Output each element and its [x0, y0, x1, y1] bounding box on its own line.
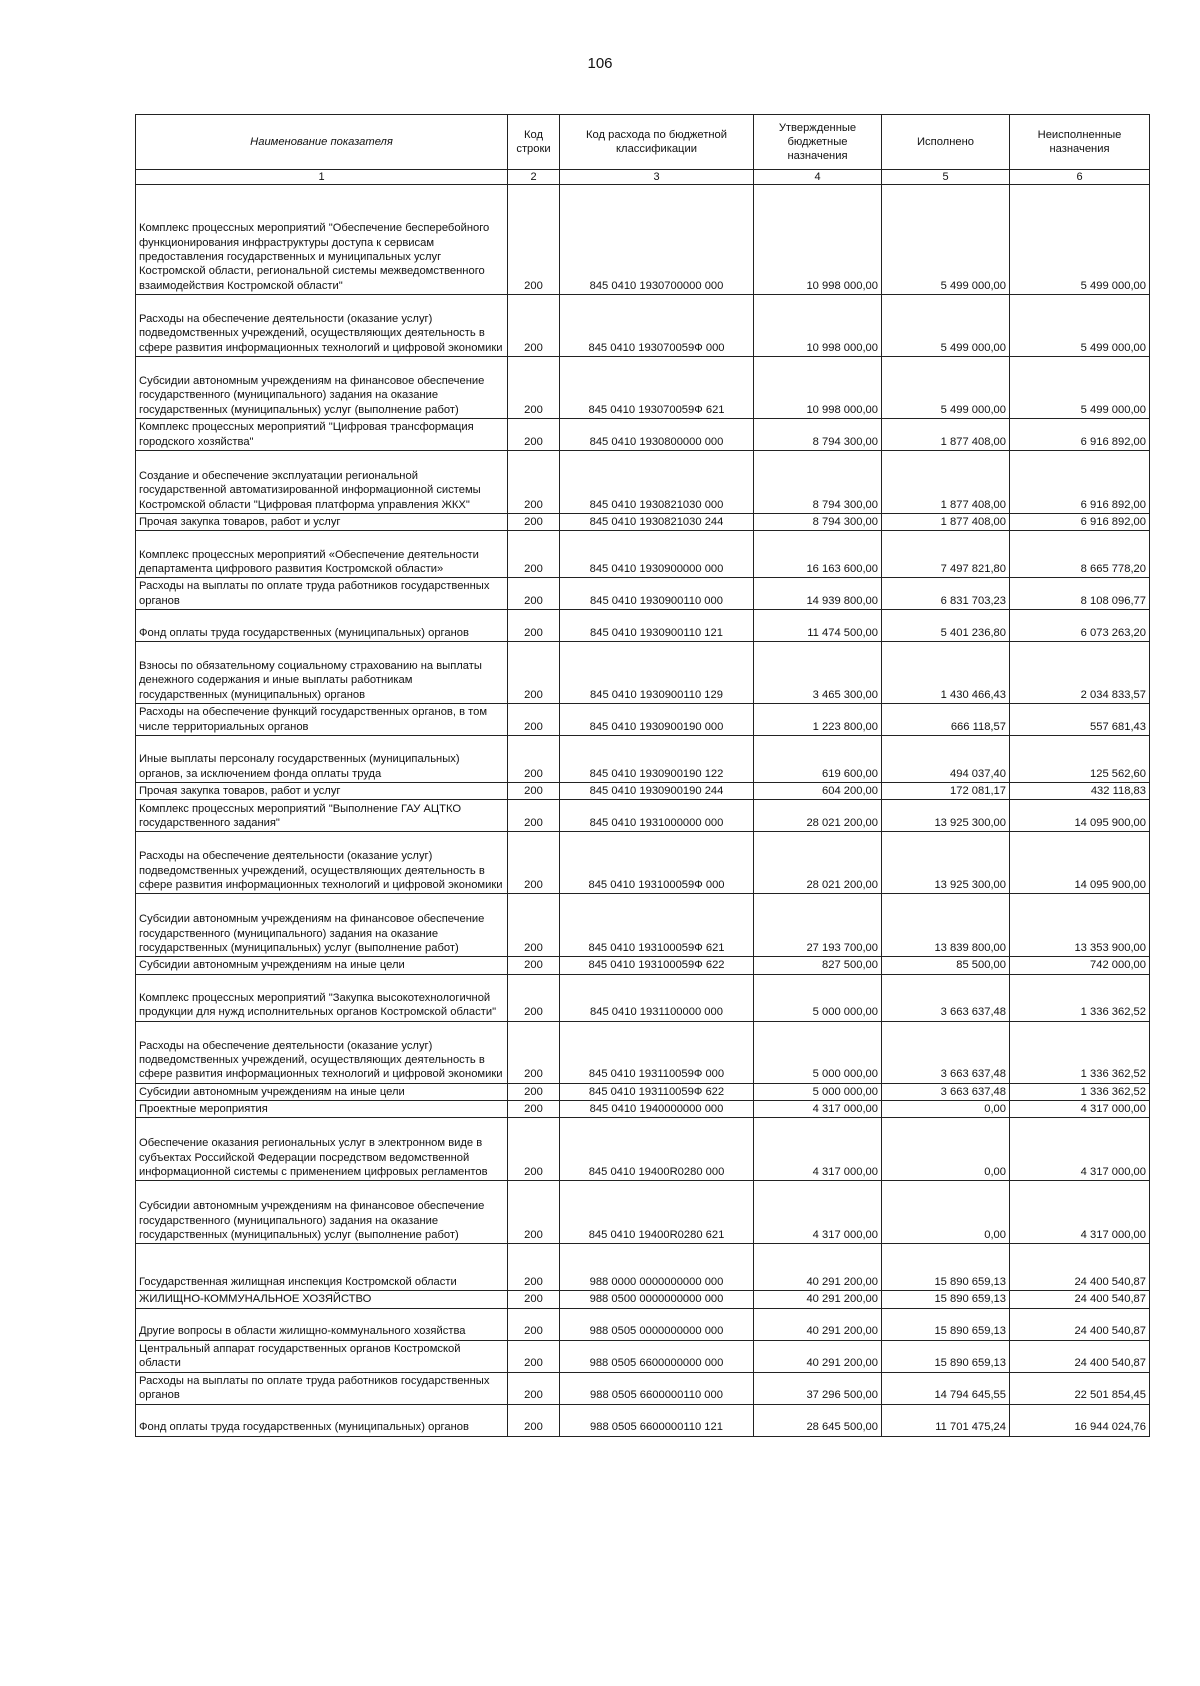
row-unexecuted: 1 336 362,52 [1010, 1083, 1150, 1100]
row-classification: 845 0410 1930900190 244 [560, 783, 754, 800]
row-unexecuted: 6 073 263,20 [1010, 610, 1150, 642]
table-row [136, 1291, 1150, 1308]
table-row [136, 578, 1150, 610]
row-approved: 619 600,00 [754, 736, 882, 783]
row-classification: 845 0410 19400R0280 621 [560, 1181, 754, 1244]
budget-execution-table [135, 114, 1150, 1437]
row-name: Взносы по обязательному социальному страхованию на выплаты денежного содержания и иные выплаты работникам государственных (муниципальных) органов [136, 642, 508, 704]
row-name: Расходы на обеспечение деятельности (оказание услуг) подведомственных учреждений, осуществляющих деятельность в сфере развития информационных технологий и цифровой экономики [136, 295, 508, 357]
row-code: 200 [508, 832, 560, 894]
table-row [136, 832, 1150, 894]
row-approved: 10 998 000,00 [754, 185, 882, 295]
row-classification: 845 0410 1931000000 000 [560, 800, 754, 832]
table-row [136, 451, 1150, 514]
row-approved: 40 291 200,00 [754, 1244, 882, 1291]
row-approved: 3 465 300,00 [754, 642, 882, 704]
row-name: Расходы на обеспечение функций государственных органов, в том числе территориальных органов [136, 704, 508, 736]
row-classification: 988 0505 6600000110 000 [560, 1372, 754, 1404]
row-approved: 40 291 200,00 [754, 1291, 882, 1308]
row-approved: 4 317 000,00 [754, 1118, 882, 1181]
row-unexecuted: 14 095 900,00 [1010, 832, 1150, 894]
table-row [136, 1244, 1150, 1291]
row-unexecuted: 8 665 778,20 [1010, 531, 1150, 578]
row-classification: 845 0410 1930900110 000 [560, 578, 754, 610]
table-row [136, 185, 1150, 295]
row-name: Субсидии автономным учреждениям на финансовое обеспечение государственного (муниципального) задания на оказание государственных (муниципальных) услуг (выполнение работ) [136, 1181, 508, 1244]
row-approved: 8 794 300,00 [754, 451, 882, 514]
header-row [136, 115, 1150, 170]
row-approved: 827 500,00 [754, 957, 882, 974]
row-executed: 11 701 475,24 [882, 1404, 1010, 1436]
row-classification: 845 0410 1930800000 000 [560, 419, 754, 451]
row-unexecuted: 742 000,00 [1010, 957, 1150, 974]
table-row [136, 1372, 1150, 1404]
table-row [136, 610, 1150, 642]
row-code: 200 [508, 451, 560, 514]
row-name: Комплекс процессных мероприятий "Выполнение ГАУ АЦТКО государственного задания" [136, 800, 508, 832]
row-executed: 13 839 800,00 [882, 894, 1010, 957]
row-executed: 5 401 236,80 [882, 610, 1010, 642]
row-executed: 14 794 645,55 [882, 1372, 1010, 1404]
row-code: 200 [508, 1118, 560, 1181]
row-code: 200 [508, 419, 560, 451]
column-number: 6 [1010, 170, 1150, 185]
row-approved: 5 000 000,00 [754, 974, 882, 1021]
row-classification: 845 0410 1930700000 000 [560, 185, 754, 295]
column-number: 5 [882, 170, 1010, 185]
row-code: 200 [508, 1021, 560, 1083]
row-approved: 10 998 000,00 [754, 357, 882, 419]
table-row [136, 783, 1150, 800]
row-name: Комплекс процессных мероприятий "Обеспечение бесперебойного функционирования инфраструктуры доступа к сервисам предоставления государственных и муниципальных услуг Костромской области, региональной системы межведомственного взаимодействия Костромской области" [136, 185, 508, 295]
row-code: 200 [508, 531, 560, 578]
row-unexecuted: 5 499 000,00 [1010, 295, 1150, 357]
row-unexecuted: 1 336 362,52 [1010, 1021, 1150, 1083]
row-executed: 85 500,00 [882, 957, 1010, 974]
row-code: 200 [508, 1083, 560, 1100]
row-unexecuted: 5 499 000,00 [1010, 357, 1150, 419]
row-name: Комплекс процессных мероприятий "Закупка высокотехнологичной продукции для нужд исполнительных органов Костромской области" [136, 974, 508, 1021]
row-unexecuted: 16 944 024,76 [1010, 1404, 1150, 1436]
table-row [136, 800, 1150, 832]
row-classification: 988 0000 0000000000 000 [560, 1244, 754, 1291]
row-approved: 1 223 800,00 [754, 704, 882, 736]
row-name: Расходы на выплаты по оплате труда работников государственных органов [136, 578, 508, 610]
row-code: 200 [508, 514, 560, 531]
row-approved: 11 474 500,00 [754, 610, 882, 642]
row-classification: 845 0410 193100059Ф 622 [560, 957, 754, 974]
row-executed: 494 037,40 [882, 736, 1010, 783]
row-approved: 37 296 500,00 [754, 1372, 882, 1404]
row-name: Расходы на обеспечение деятельности (оказание услуг) подведомственных учреждений, осуществляющих деятельность в сфере развития информационных технологий и цифровой экономики [136, 832, 508, 894]
column-number: 1 [136, 170, 508, 185]
row-executed: 5 499 000,00 [882, 357, 1010, 419]
row-approved: 28 645 500,00 [754, 1404, 882, 1436]
row-unexecuted: 24 400 540,87 [1010, 1340, 1150, 1372]
row-classification: 845 0410 1930900190 000 [560, 704, 754, 736]
row-executed: 15 890 659,13 [882, 1244, 1010, 1291]
row-code: 200 [508, 1308, 560, 1340]
row-unexecuted: 24 400 540,87 [1010, 1244, 1150, 1291]
row-unexecuted: 8 108 096,77 [1010, 578, 1150, 610]
row-name: Прочая закупка товаров, работ и услуг [136, 514, 508, 531]
row-executed: 1 430 466,43 [882, 642, 1010, 704]
row-classification: 845 0410 193110059Ф 000 [560, 1021, 754, 1083]
row-executed: 13 925 300,00 [882, 832, 1010, 894]
table-row [136, 642, 1150, 704]
row-unexecuted: 5 499 000,00 [1010, 185, 1150, 295]
row-code: 200 [508, 800, 560, 832]
row-classification: 845 0410 1930900000 000 [560, 531, 754, 578]
row-name: ЖИЛИЩНО-КОММУНАЛЬНОЕ ХОЗЯЙСТВО [136, 1291, 508, 1308]
row-executed: 1 877 408,00 [882, 451, 1010, 514]
row-classification: 845 0410 193070059Ф 000 [560, 295, 754, 357]
row-unexecuted: 6 916 892,00 [1010, 451, 1150, 514]
row-approved: 8 794 300,00 [754, 419, 882, 451]
row-approved: 40 291 200,00 [754, 1308, 882, 1340]
header-approved: Утвержденные бюджетные назначения [754, 115, 882, 170]
row-executed: 3 663 637,48 [882, 1083, 1010, 1100]
row-classification: 988 0505 6600000000 000 [560, 1340, 754, 1372]
row-name: Субсидии автономным учреждениям на финансовое обеспечение государственного (муниципального) задания на оказание государственных (муниципальных) услуг (выполнение работ) [136, 357, 508, 419]
table-row [136, 1181, 1150, 1244]
row-code: 200 [508, 1291, 560, 1308]
row-classification: 845 0410 1940000000 000 [560, 1101, 754, 1118]
row-code: 200 [508, 704, 560, 736]
row-executed: 15 890 659,13 [882, 1340, 1010, 1372]
row-code: 200 [508, 957, 560, 974]
table-row [136, 514, 1150, 531]
row-executed: 0,00 [882, 1118, 1010, 1181]
row-executed: 666 118,57 [882, 704, 1010, 736]
row-approved: 4 317 000,00 [754, 1181, 882, 1244]
row-name: Другие вопросы в области жилищно-коммунального хозяйства [136, 1308, 508, 1340]
row-code: 200 [508, 894, 560, 957]
row-executed: 3 663 637,48 [882, 974, 1010, 1021]
row-approved: 16 163 600,00 [754, 531, 882, 578]
row-classification: 845 0410 193110059Ф 622 [560, 1083, 754, 1100]
row-name: Прочая закупка товаров, работ и услуг [136, 783, 508, 800]
row-executed: 172 081,17 [882, 783, 1010, 800]
row-executed: 1 877 408,00 [882, 514, 1010, 531]
row-name: Создание и обеспечение эксплуатации региональной государственной автоматизированной информационной системы Костромской области "Цифровая платформа управления ЖКХ" [136, 451, 508, 514]
table-row [136, 357, 1150, 419]
table-row [136, 1083, 1150, 1100]
row-executed: 15 890 659,13 [882, 1308, 1010, 1340]
row-classification: 845 0410 1930900190 122 [560, 736, 754, 783]
table-row [136, 531, 1150, 578]
table-row [136, 1404, 1150, 1436]
row-approved: 27 193 700,00 [754, 894, 882, 957]
table-row [136, 1308, 1150, 1340]
row-approved: 4 317 000,00 [754, 1101, 882, 1118]
row-code: 200 [508, 295, 560, 357]
row-code: 200 [508, 185, 560, 295]
row-approved: 40 291 200,00 [754, 1340, 882, 1372]
row-name: Расходы на выплаты по оплате труда работников государственных органов [136, 1372, 508, 1404]
row-executed: 5 499 000,00 [882, 185, 1010, 295]
row-code: 200 [508, 1372, 560, 1404]
row-name: Обеспечение оказания региональных услуг в электронном виде в субъектах Российской Федерации посредством ведомственной информационной системы с применением цифровых регламентов [136, 1118, 508, 1181]
table-row [136, 704, 1150, 736]
row-classification: 988 0505 0000000000 000 [560, 1308, 754, 1340]
row-name: Субсидии автономным учреждениям на финансовое обеспечение государственного (муниципального) задания на оказание государственных (муниципальных) услуг (выполнение работ) [136, 894, 508, 957]
header-code: Код строки [508, 115, 560, 170]
table-row [136, 957, 1150, 974]
row-classification: 845 0410 1930900110 129 [560, 642, 754, 704]
row-classification: 845 0410 1930900110 121 [560, 610, 754, 642]
table-row [136, 974, 1150, 1021]
row-name: Расходы на обеспечение деятельности (оказание услуг) подведомственных учреждений, осуществляющих деятельность в сфере развития информационных технологий и цифровой экономики [136, 1021, 508, 1083]
column-number-row [136, 170, 1150, 185]
row-name: Центральный аппарат государственных органов Костромской области [136, 1340, 508, 1372]
row-code: 200 [508, 578, 560, 610]
table-row [136, 1021, 1150, 1083]
header-unexecuted: Неисполненные назначения [1010, 115, 1150, 170]
row-unexecuted: 4 317 000,00 [1010, 1101, 1150, 1118]
row-executed: 15 890 659,13 [882, 1291, 1010, 1308]
table-row [136, 1118, 1150, 1181]
row-classification: 845 0410 193100059Ф 000 [560, 832, 754, 894]
row-executed: 7 497 821,80 [882, 531, 1010, 578]
row-executed: 1 877 408,00 [882, 419, 1010, 451]
row-approved: 10 998 000,00 [754, 295, 882, 357]
row-code: 200 [508, 1181, 560, 1244]
row-approved: 5 000 000,00 [754, 1021, 882, 1083]
table-row [136, 1340, 1150, 1372]
header-executed: Исполнено [882, 115, 1010, 170]
row-name: Иные выплаты персоналу государственных (муниципальных) органов, за исключением фонда оплаты труда [136, 736, 508, 783]
row-unexecuted: 13 353 900,00 [1010, 894, 1150, 957]
row-approved: 28 021 200,00 [754, 800, 882, 832]
table-row [136, 295, 1150, 357]
row-code: 200 [508, 1101, 560, 1118]
table-row [136, 894, 1150, 957]
row-unexecuted: 4 317 000,00 [1010, 1181, 1150, 1244]
row-classification: 988 0505 6600000110 121 [560, 1404, 754, 1436]
row-unexecuted: 2 034 833,57 [1010, 642, 1150, 704]
row-code: 200 [508, 610, 560, 642]
row-executed: 3 663 637,48 [882, 1021, 1010, 1083]
row-unexecuted: 22 501 854,45 [1010, 1372, 1150, 1404]
table-row [136, 736, 1150, 783]
row-code: 200 [508, 736, 560, 783]
row-code: 200 [508, 642, 560, 704]
row-unexecuted: 1 336 362,52 [1010, 974, 1150, 1021]
row-executed: 5 499 000,00 [882, 295, 1010, 357]
row-unexecuted: 557 681,43 [1010, 704, 1150, 736]
row-code: 200 [508, 783, 560, 800]
row-approved: 5 000 000,00 [754, 1083, 882, 1100]
column-number: 3 [560, 170, 754, 185]
row-name: Комплекс процессных мероприятий «Обеспечение деятельности департамента цифрового развития Костромской области» [136, 531, 508, 578]
row-unexecuted: 125 562,60 [1010, 736, 1150, 783]
row-unexecuted: 4 317 000,00 [1010, 1118, 1150, 1181]
row-approved: 604 200,00 [754, 783, 882, 800]
row-unexecuted: 14 095 900,00 [1010, 800, 1150, 832]
table-row [136, 1101, 1150, 1118]
row-classification: 845 0410 193100059Ф 621 [560, 894, 754, 957]
row-classification: 988 0500 0000000000 000 [560, 1291, 754, 1308]
row-unexecuted: 432 118,83 [1010, 783, 1150, 800]
header-classification: Код расхода по бюджетной классификации [560, 115, 754, 170]
page-number: 106 [587, 55, 613, 72]
row-classification: 845 0410 193070059Ф 621 [560, 357, 754, 419]
row-approved: 8 794 300,00 [754, 514, 882, 531]
header-name: Наименование показателя [136, 115, 508, 170]
row-approved: 28 021 200,00 [754, 832, 882, 894]
row-name: Проектные мероприятия [136, 1101, 508, 1118]
row-executed: 0,00 [882, 1101, 1010, 1118]
row-name: Субсидии автономным учреждениям на иные цели [136, 1083, 508, 1100]
row-unexecuted: 6 916 892,00 [1010, 514, 1150, 531]
row-classification: 845 0410 1930821030 244 [560, 514, 754, 531]
row-name: Комплекс процессных мероприятий "Цифровая трансформация городского хозяйства" [136, 419, 508, 451]
row-executed: 0,00 [882, 1181, 1010, 1244]
row-unexecuted: 24 400 540,87 [1010, 1291, 1150, 1308]
row-classification: 845 0410 19400R0280 000 [560, 1118, 754, 1181]
row-name: Фонд оплаты труда государственных (муниципальных) органов [136, 610, 508, 642]
row-classification: 845 0410 1931100000 000 [560, 974, 754, 1021]
row-code: 200 [508, 1244, 560, 1291]
row-unexecuted: 24 400 540,87 [1010, 1308, 1150, 1340]
row-name: Субсидии автономным учреждениям на иные цели [136, 957, 508, 974]
row-name: Фонд оплаты труда государственных (муниципальных) органов [136, 1404, 508, 1436]
column-number: 4 [754, 170, 882, 185]
row-executed: 13 925 300,00 [882, 800, 1010, 832]
column-number: 2 [508, 170, 560, 185]
row-code: 200 [508, 1404, 560, 1436]
row-name: Государственная жилищная инспекция Костромской области [136, 1244, 508, 1291]
row-unexecuted: 6 916 892,00 [1010, 419, 1150, 451]
row-classification: 845 0410 1930821030 000 [560, 451, 754, 514]
table-row [136, 419, 1150, 451]
row-code: 200 [508, 974, 560, 1021]
table-body [136, 185, 1150, 1437]
row-executed: 6 831 703,23 [882, 578, 1010, 610]
row-code: 200 [508, 357, 560, 419]
row-code: 200 [508, 1340, 560, 1372]
row-approved: 14 939 800,00 [754, 578, 882, 610]
